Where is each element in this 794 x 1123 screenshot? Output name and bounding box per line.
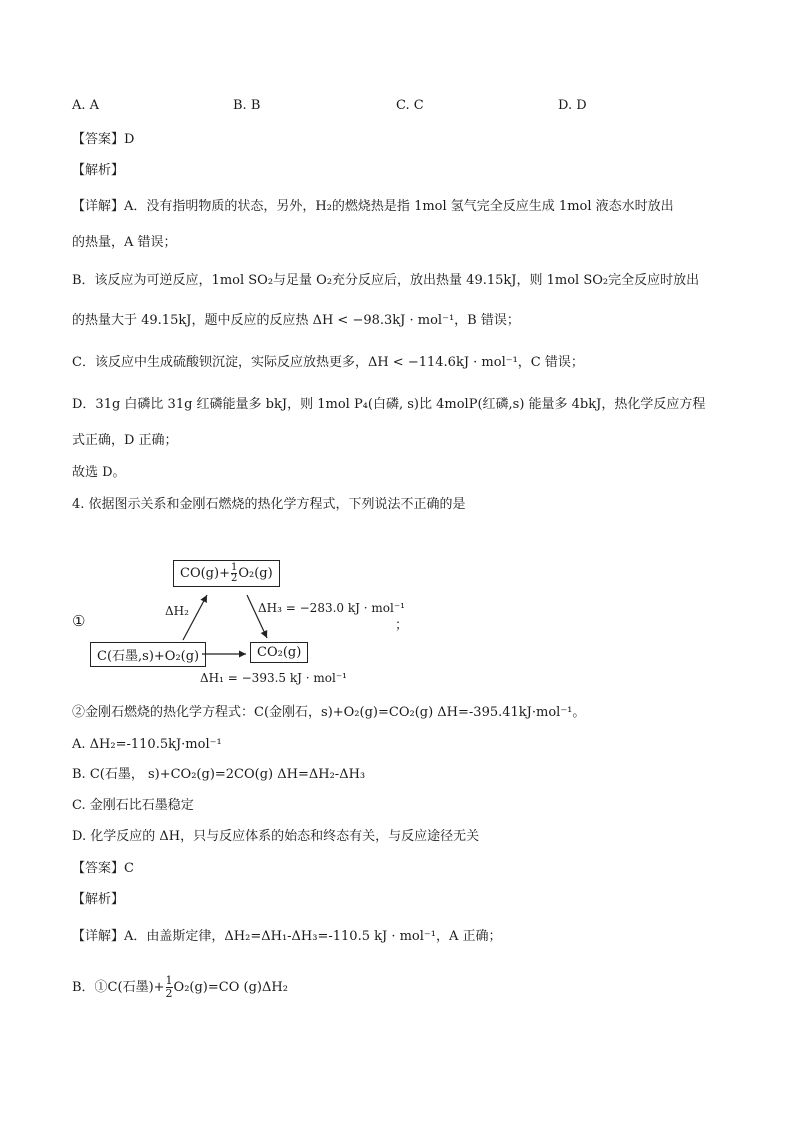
q3-conclusion: 故选 D。 (72, 465, 126, 480)
q3-detail-c: C．该反应中生成硫酸钡沉淀，实际反应放热更多，ΔH < −114.6kJ · mol⁻¹，C 错误； (72, 355, 584, 370)
q3-detail-a-line1: 【详解】A．没有指明物质的状态，另外，H₂的燃烧热是指 1mol 氢气完全反应生成 1mol 液态水时放出 (72, 199, 674, 214)
diagram-box-co2: CO₂(g) (250, 642, 308, 663)
q3-analysis-label: 【解析】 (72, 163, 125, 178)
label-dh3: ΔH₃ = −283.0 kJ · mol⁻¹ (258, 601, 405, 615)
label-dh2: ΔH₂ (165, 604, 189, 618)
q4-detail-a: 【详解】A．由盖斯定律，ΔH₂=ΔH₁-ΔH₃=-110.5 kJ · mol⁻¹，A 正确； (72, 929, 502, 944)
q3-detail-d-line2: 式正确，D 正确； (72, 433, 178, 448)
item-separator: ； (395, 618, 409, 633)
option-b: B. B (233, 98, 261, 113)
diagram-box-co-o2: CO(g)+ $\frac{1}{2}$ O₂(g) (173, 560, 280, 587)
q4-option-a: A. ΔH₂=-110.5kJ·mol⁻¹ (72, 737, 222, 752)
option-d: D. D (558, 98, 587, 113)
q4-item-2: ②金刚石燃烧的热化学方程式：C(金刚石，s)+O₂(g)=CO₂(g) ΔH=-395.41kJ·mol⁻¹。 (72, 705, 586, 720)
q4-option-c: C. 金刚石比石墨稳定 (72, 798, 194, 813)
label-dh1: ΔH₁ = −393.5 kJ · mol⁻¹ (200, 671, 347, 685)
fraction-one-half: $\frac{1}{2}$ (165, 974, 173, 1000)
q3-detail-b-line1: B．该反应为可逆反应，1mol SO₂与足量 O₂充分反应后，放出热量 49.15kJ，则 1mol SO₂完全反应时放出 (72, 273, 700, 288)
q4-option-b: B. C(石墨， s)+CO₂(g)=2CO(g) ΔH=ΔH₂-ΔH₃ (72, 767, 366, 782)
diagram-box-graphite-o2: C(石墨,s)+O₂(g) (90, 642, 206, 667)
q3-detail-d-line1: D．31g 白磷比 31g 红磷能量多 bkJ，则 1mol P₄(白磷, s)比 4molP(红磷,s) 能量多 4bkJ，热化学反应方程 (72, 397, 706, 412)
q3-answer: 【答案】D (72, 132, 135, 147)
option-a: A. A (72, 98, 100, 113)
q4-detail-b: B．①C(石墨)+ $\frac{1}{2}$ O₂(g)=CO (g)ΔH₂ (72, 974, 288, 1000)
fraction-one-half: $\frac{1}{2}$ (230, 562, 238, 584)
q4-analysis-label: 【解析】 (72, 892, 125, 907)
q4-option-d: D. 化学反应的 ΔH，只与反应体系的始态和终态有关，与反应途径无关 (72, 829, 480, 844)
q3-detail-b-line2: 的热量大于 49.15kJ，题中反应的反应热 ΔH < −98.3kJ · mol⁻¹，B 错误； (72, 313, 520, 328)
item-marker-1: ① (72, 612, 86, 630)
q3-detail-a-line2: 的热量，A 错误； (72, 235, 177, 250)
q4-answer: 【答案】C (72, 861, 134, 876)
q4-stem: 4. 依据图示关系和金刚石燃烧的热化学方程式，下列说法不正确的是 (72, 497, 466, 512)
option-c: C. C (396, 98, 424, 113)
